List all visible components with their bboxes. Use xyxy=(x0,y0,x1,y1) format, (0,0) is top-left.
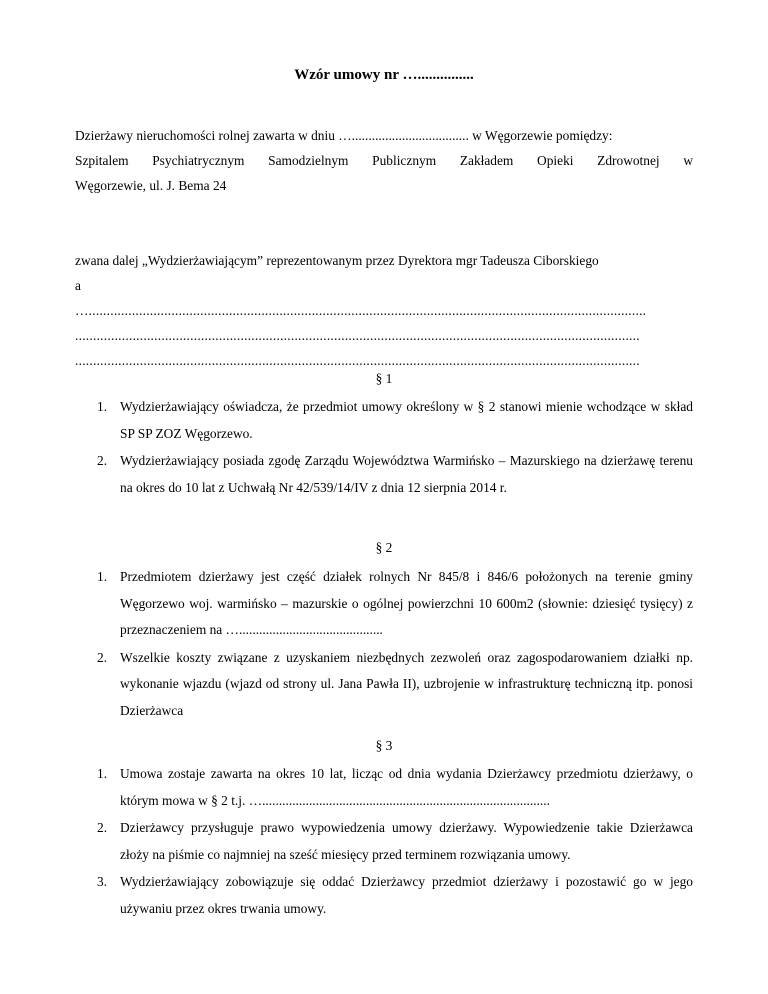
lessor-paragraph xyxy=(75,248,693,373)
section-3-list xyxy=(75,761,693,923)
document-title: Wzór umowy nr …............... xyxy=(294,67,474,83)
tenant-blank-line-1: …........................................................................................................................................................... xyxy=(75,303,647,318)
section-3-heading: § 3 xyxy=(375,738,393,753)
item-text: Dzierżawcy przysługuje prawo wypowiedzenia umowy dzierżawy. Wypowiedzenie takie Dzierżawca złoży na piśmie co najmniej na sześć miesięcy przed terminem rozwiązania umowy. xyxy=(120,820,693,862)
section-2-list xyxy=(75,564,693,725)
intro-paragraph xyxy=(75,123,693,198)
item-text: Wydzierżawiający posiada zgodę Zarządu Województwa Warmińsko – Mazurskiego na dzierżawę terenu na okres do 10 lat z Uchwałą Nr 42/539/14/IV z dnia 12 sierpnia 2014 r. xyxy=(120,453,693,495)
list-item xyxy=(75,448,693,501)
item-text: Wszelkie koszty związane z uzyskaniem niezbędnych zezwoleń oraz zagospodarowaniem działki np. wykonanie wjazdu (wjazd od strony ul. Jana Pawła II), uzbrojenie w infrastrukturę techniczną itp. ponosi Dzierżawca xyxy=(120,649,693,718)
tenant-blank-line-3: ............................................................................................................................................................. xyxy=(75,353,640,368)
item-number: 2. xyxy=(97,820,108,835)
item-text: Wydzierżawiający oświadcza, że przedmiot umowy określony w § 2 stanowi mienie wchodzące w skład SP SP ZOZ Węgorzewo. xyxy=(120,399,693,441)
item-number: 1. xyxy=(97,569,108,584)
item-number: 1. xyxy=(97,766,108,781)
list-item xyxy=(75,564,693,644)
section-1-list xyxy=(75,394,693,502)
item-number: 1. xyxy=(97,399,108,414)
item-text: Umowa zostaje zawarta na okres 10 lat, licząc od dnia wydania Dzierżawcy przedmiotu dzierżawy, o którym mowa w § 2 t.j. …...................................................................................... xyxy=(120,766,693,808)
item-text: Wydzierżawiający zobowiązuje się oddać Dzierżawcy przedmiot dzierżawy i pozostawić go w jego używaniu przez okres trwania umowy. xyxy=(120,874,693,916)
item-number: 2. xyxy=(97,453,108,468)
section-2-heading: § 2 xyxy=(375,540,393,555)
list-item xyxy=(75,815,693,868)
list-item xyxy=(75,869,693,922)
list-item xyxy=(75,761,693,814)
section-1-heading: § 1 xyxy=(375,371,393,386)
item-number: 2. xyxy=(97,649,108,665)
and-conjunction: a xyxy=(75,278,81,293)
list-item xyxy=(75,645,693,725)
list-item xyxy=(75,394,693,447)
lessor-line: zwana dalej „Wydzierżawiającym” reprezentowanym przez Dyrektora mgr Tadeusza Ciborskiego xyxy=(75,253,599,268)
intro-line-1: Dzierżawy nieruchomości rolnej zawarta w dniu …................................... w Węgorzewie pomiędzy: xyxy=(75,128,613,143)
intro-line-2: Szpitalem Psychiatrycznym Samodzielnym Publicznym Zakładem Opieki Zdrowotnej w xyxy=(75,153,693,168)
intro-line-3: Węgorzewie, ul. J. Bema 24 xyxy=(75,178,227,193)
tenant-blank-line-2: ............................................................................................................................................................. xyxy=(75,328,640,343)
item-text: Przedmiotem dzierżawy jest część działek rolnych Nr 845/8 i 846/6 położonych na terenie gminy Węgorzewo woj. warmińsko – mazurskie o ogólnej powierzchni 10 600m2 (słownie: dziesięć tysięcy) z przeznaczeniem na …........................................... xyxy=(120,569,693,637)
item-number: 3. xyxy=(97,874,108,889)
